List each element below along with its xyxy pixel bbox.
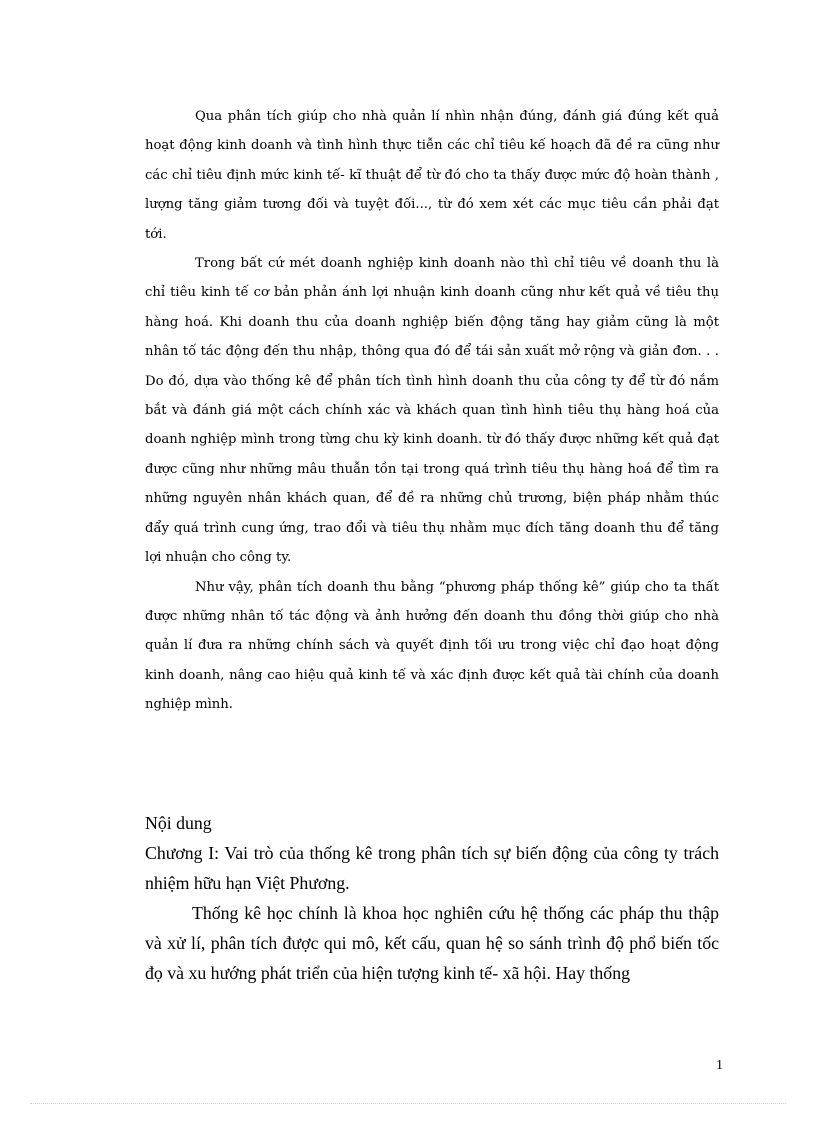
intro-section	[145, 102, 719, 720]
intro-paragraph-3: Như vậy, phân tích doanh thu bằng “phương pháp thống kê” giúp cho ta thất được những nhân tố tác động và ảnh hưởng đến doanh thu đồng thời giúp cho nhà quản lí đưa ra những chính sách và quyết định tối ưu trong việc chỉ đạo hoạt động kinh doanh, nâng cao hiệu quả kinh tế và xác định được kết quả tài chính của doanh nghiệp mình.	[145, 579, 719, 713]
chapter-paragraph: Thống kê học chính là khoa học nghiên cứu hệ thống các pháp thu thập và xử lí, phân tích được qui mô, kết cấu, quan hệ so sánh trình độ phổ biến tốc đọ và xu hướng phát triển của hiện tượng kinh tế- xã hội. Hay thống	[145, 903, 719, 983]
content-section	[145, 808, 719, 988]
intro-paragraph-1: Qua phân tích giúp cho nhà quản lí nhìn nhận đúng, đánh giá đúng kết quả hoạt động kinh doanh và tình hình thực tiễn các chỉ tiêu kế hoạch đã đề ra cũng như các chỉ tiêu định mức kinh tế- kĩ thuật để từ đó cho ta thấy được mức độ hoàn thành , lượng tăng giảm tương đối và tuyệt đối..., từ đó xem xét các mục tiêu cần phải đạt tới.	[145, 109, 719, 242]
intro-paragraph-2: Trong bất cứ mét doanh nghiệp kinh doanh nào thì chỉ tiêu về doanh thu là chỉ tiêu kinh tế cơ bản phản ánh lợi nhuận kinh doanh cũng như kết quả về tiêu thụ hàng hoá. Khi doanh thu của doanh nghiệp biến động tăng hay giảm cũng là một nhân tố tác động đến thu nhập, thông qua đó để tái sản xuất mở rộng và giản đơn. . . Do đó, dựa vào thống kê để phân tích tình hình doanh thu của công ty để từ đó nắm bắt và đánh giá một cách chính xác và khách quan tình hình tiêu thụ hàng hoá của doanh nghiệp mình trong từng chu kỳ kinh doanh. từ đó thấy được những kết quả đạt được cũng như những mâu thuẫn tồn tại trong quá trình tiêu thụ hàng hoá để tìm ra những nguyên nhân khách quan, để đề ra những chủ trương, biện pháp nhằm thúc đẩy quá trình cung ứng, trao đổi và tiêu thụ nhằm mục đích tăng doanh thu để tăng lợi nhuận cho công ty.	[145, 256, 719, 566]
page-number: 1	[716, 1058, 723, 1073]
footer-divider	[30, 1103, 786, 1104]
section-title: Nội dung	[145, 813, 212, 833]
chapter-heading: Chương I: Vai trò của thống kê trong phân tích sự biến động của công ty trách nhiệm hữu hạn Việt Phương.	[145, 843, 719, 893]
